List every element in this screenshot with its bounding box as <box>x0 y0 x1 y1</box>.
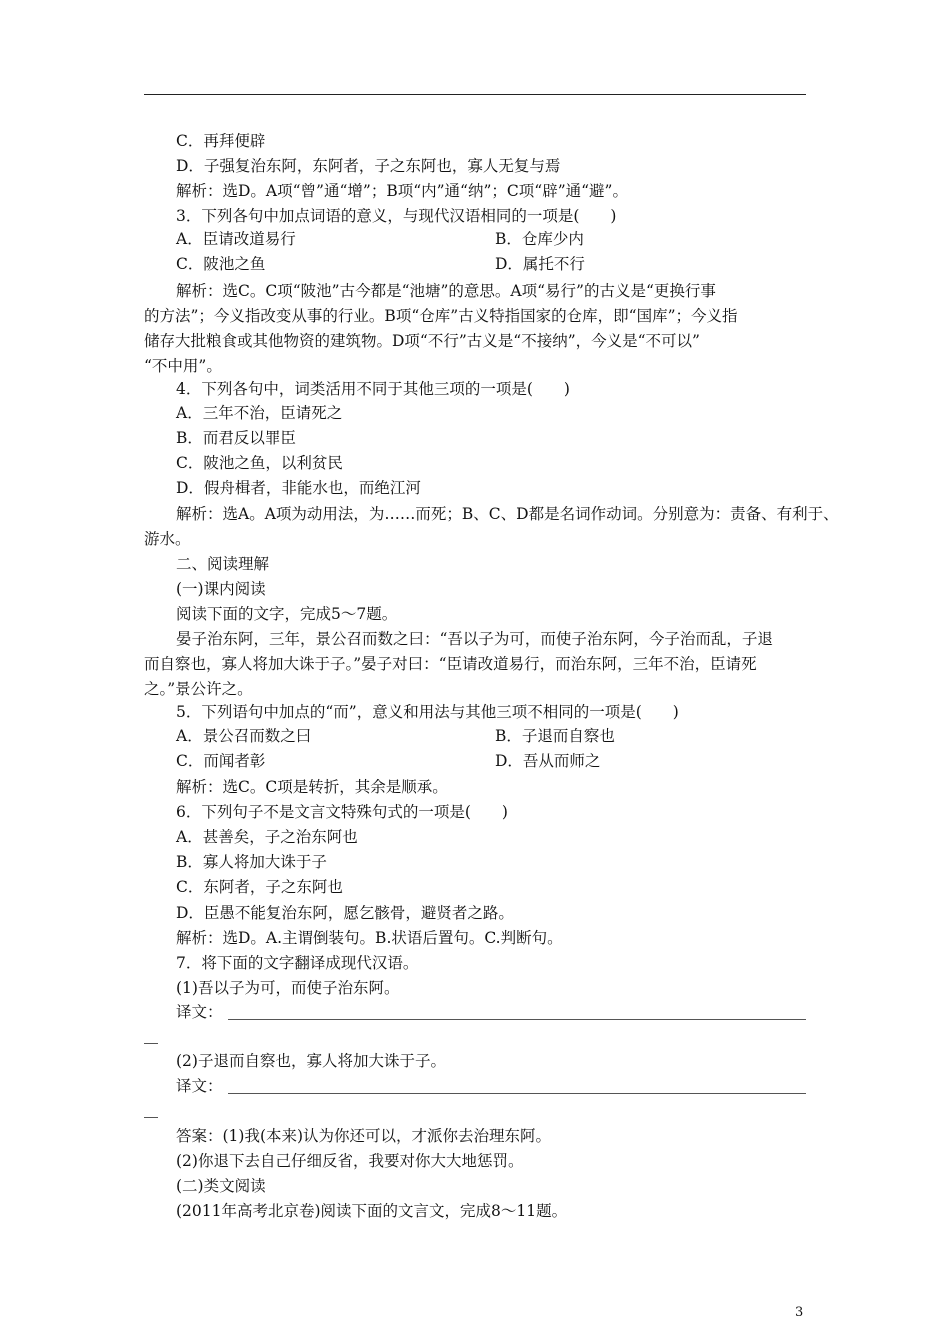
header-rule <box>144 94 806 95</box>
question-4: 4．下列各句中，词类活用不同于其他三项的一项是( ) <box>176 380 570 398</box>
answer-blank-line[interactable] <box>228 1093 806 1094</box>
passage-line: 之。”景公许之。 <box>144 680 253 698</box>
text-line: 游水。 <box>144 530 191 548</box>
blank-continuation <box>144 1117 158 1118</box>
option-a: A．景公召而数之曰 <box>176 727 312 745</box>
answer-line: 答案：(1)我(本来)认为你还可以，才派你去治理东阿。 <box>176 1127 552 1145</box>
text-line: 解析：选C。C项“陂池”古今都是“池塘”的意思。A项“易行”的古义是“更换行事 <box>176 282 716 300</box>
blank-continuation <box>144 1043 158 1044</box>
question-5: 5．下列语句中加点的“而”，意义和用法与其他三项不相同的一项是( ) <box>176 703 679 721</box>
text-line: 解析：选A。A项为动用法，为……而死；B、C、D都是名词作动词。分别意为：责备、有利于、 <box>176 505 839 523</box>
option-b: B．而君反以罪臣 <box>176 429 296 447</box>
option-c: C．陂池之鱼，以利贫民 <box>176 454 343 472</box>
text-line: 的方法”；今义指改变从事的行业。B项“仓库”古义特指国家的仓库，即“国库”；今义指 <box>144 307 738 325</box>
text-line: 解析：选D。A项“曾”通“增”；B项“内”通“纳”；C项“辟”通“避”。 <box>176 182 628 200</box>
text-line: “不中用”。 <box>144 357 222 375</box>
option-b: B．寡人将加大诛于子 <box>176 853 327 871</box>
answer-line: (2)你退下去自己仔细反省，我要对你大大地惩罚。 <box>176 1152 524 1170</box>
option-c: C．而闻者彰 <box>176 752 266 770</box>
option-d: D．臣愚不能复治东阿，愿乞骸骨，避贤者之路。 <box>176 904 514 922</box>
page-number: 3 <box>795 1305 804 1320</box>
option-a: A．三年不治，臣请死之 <box>176 404 343 422</box>
option-b: B．仓库少内 <box>495 230 584 248</box>
answer-blank-line[interactable] <box>228 1019 806 1020</box>
subsection-heading: (二)类文阅读 <box>176 1177 266 1195</box>
translation-label: 译文： <box>176 1003 223 1021</box>
question-7: 7．将下面的文字翻译成现代汉语。 <box>176 954 419 972</box>
option-a: A．臣请改道易行 <box>176 230 296 248</box>
passage-line: 晏子治东阿，三年，景公召而数之曰：“吾以子为可，而使子治东阿，今子治而乱，子退 <box>176 630 773 648</box>
option-b: B．子退而自察也 <box>495 727 615 745</box>
question-6: 6．下列句子不是文言文特殊句式的一项是( ) <box>176 803 508 821</box>
text-line: (1)吾以子为可，而使子治东阿。 <box>176 979 400 997</box>
option-d: D．吾从而师之 <box>495 752 601 770</box>
text-line: 解析：选D。A.主谓倒装句。B.状语后置句。C.判断句。 <box>176 929 563 947</box>
text-line: 储存大批粮食或其他物资的建筑物。D项“不行”古义是“不接纳”，今义是“不可以” <box>144 332 700 350</box>
text-line: (2011年高考北京卷)阅读下面的文言文，完成8～11题。 <box>176 1202 568 1220</box>
translation-label: 译文： <box>176 1077 223 1095</box>
option-c: C．陂池之鱼 <box>176 255 266 273</box>
option-d: D．属托不行 <box>495 255 585 273</box>
text-line: (2)子退而自察也，寡人将加大诛于子。 <box>176 1052 446 1070</box>
section-heading: 二、阅读理解 <box>176 555 270 573</box>
option-a: A．甚善矣，子之治东阿也 <box>176 828 358 846</box>
passage-line: 而自察也，寡人将加大诛于子。”晏子对曰：“臣请改道易行，而治东阿，三年不治，臣请死 <box>144 655 757 673</box>
subsection-heading: (一)课内阅读 <box>176 580 266 598</box>
text-line: D．子强复治东阿，东阿者，子之东阿也，寡人无复与焉 <box>176 157 561 175</box>
text-line: 阅读下面的文字，完成5～7题。 <box>176 605 398 623</box>
text-line: C．再拜便辟 <box>176 132 266 150</box>
question-3: 3．下列各句中加点词语的意义，与现代汉语相同的一项是( ) <box>176 207 617 225</box>
option-d: D．假舟楫者，非能水也，而绝江河 <box>176 479 421 497</box>
option-c: C．东阿者，子之东阿也 <box>176 878 343 896</box>
text-line: 解析：选C。C项是转折，其余是顺承。 <box>176 778 448 796</box>
